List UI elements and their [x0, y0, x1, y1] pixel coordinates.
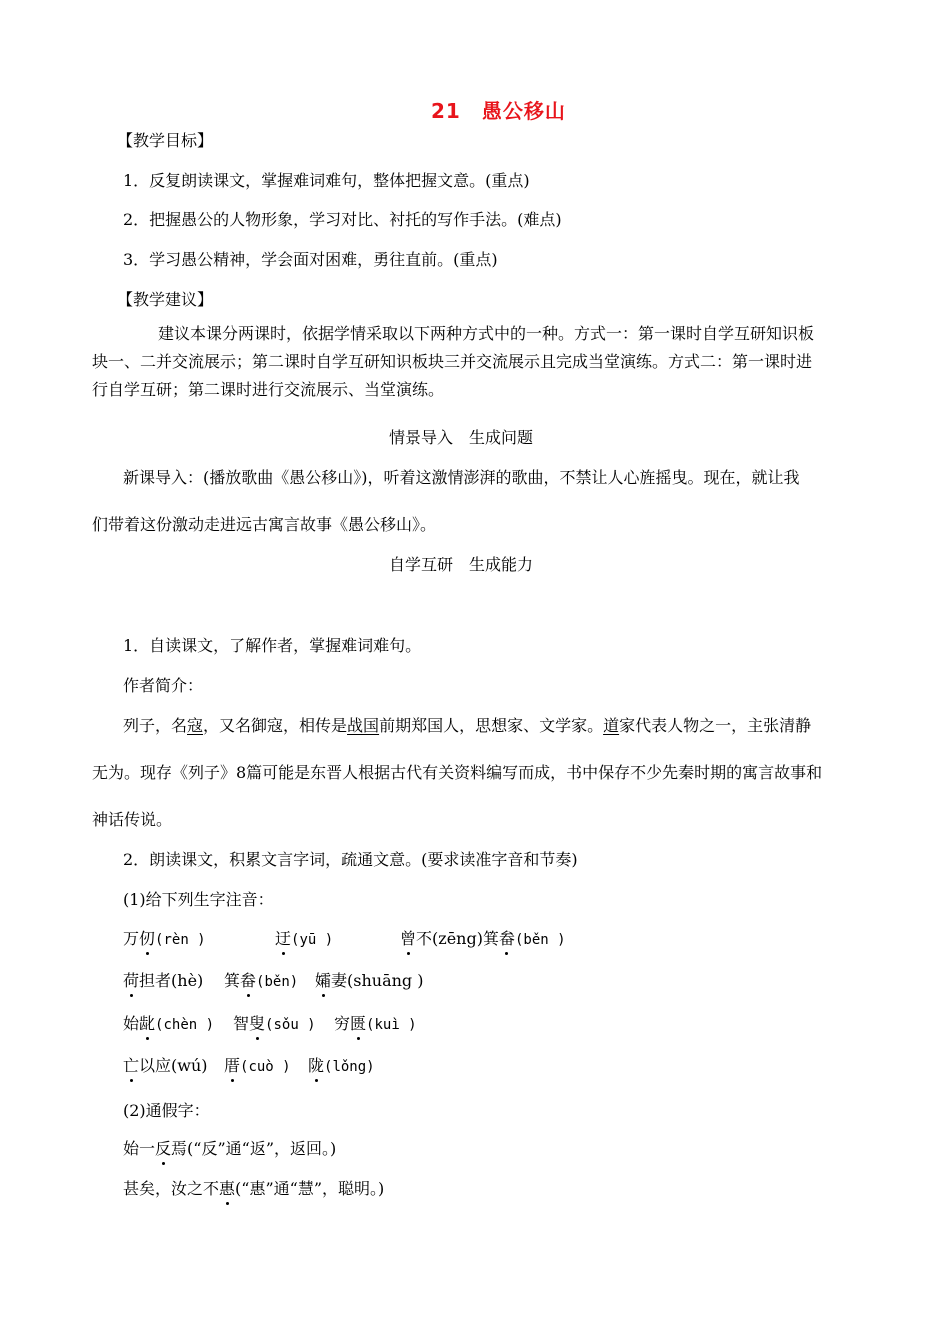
suggestions-heading: 【教学建议】	[117, 290, 214, 309]
text: 担者(hè)	[139, 971, 204, 990]
underlined-text: 战国	[347, 716, 380, 735]
text: 始一	[123, 1139, 156, 1158]
dotted-char: 反	[155, 1139, 172, 1158]
pinyin: (cuò )	[240, 1059, 291, 1075]
dotted-char: 匮	[350, 1014, 367, 1033]
objective-item: 1．反复朗读课文，掌握难词难句，整体把握文意。(重点)	[123, 171, 530, 190]
pinyin-item	[308, 1055, 375, 1078]
pinyin-item	[315, 970, 424, 992]
pinyin-item	[233, 1013, 316, 1036]
text: 前期郑国人，思想家、文学家。	[379, 716, 604, 735]
text: 始	[123, 1014, 140, 1033]
pinyin-item	[123, 1013, 214, 1036]
dotted-char: 亡	[123, 1056, 140, 1075]
tongjia-item	[123, 1178, 384, 1200]
text: 万	[123, 929, 140, 948]
pinyin: (běn )	[514, 932, 566, 948]
dotted-char: 曾	[400, 929, 417, 948]
dotted-char: 龀	[139, 1014, 156, 1033]
dotted-char: 迂	[275, 929, 292, 948]
section-heading: 自学互研 生成能力	[389, 555, 534, 574]
text: 妻(shuāng )	[331, 971, 424, 990]
text: 家代表人物之一，主张清静	[619, 716, 812, 735]
objective-item: 2．把握愚公的人物形象，学习对比、衬托的写作手法。(难点)	[123, 210, 562, 229]
text: 穷	[334, 1014, 351, 1033]
sub-heading: (2)通假字：	[123, 1101, 210, 1120]
pinyin: (chèn )	[155, 1017, 215, 1033]
pinyin-item	[123, 970, 203, 992]
intro-line: 新课导入：(播放歌曲《愚公移山》)，听着这激情澎湃的歌曲，不禁让人心旌摇曳。现在，就让我	[123, 468, 800, 487]
pinyin: (sǒu )	[265, 1017, 316, 1033]
task-1: 1．自读课文，了解作者，掌握难词难句。	[123, 636, 422, 655]
author-line-1	[123, 715, 811, 737]
pinyin-item	[334, 1013, 417, 1036]
intro-line: 们带着这份激动走进远古寓言故事《愚公移山》。	[92, 515, 437, 534]
pinyin-item	[123, 1055, 208, 1077]
dotted-char: 荷	[123, 971, 140, 990]
page-title: 21 愚公移山	[431, 99, 566, 123]
pinyin-item	[224, 970, 298, 993]
dotted-char: 陇	[308, 1056, 325, 1075]
text: 列子，名	[123, 716, 188, 735]
dotted-char: 畚	[240, 971, 257, 990]
dotted-char: 叟	[249, 1014, 266, 1033]
dotted-char: 惠	[219, 1179, 236, 1198]
suggestion-line: 块一、二并交流展示；第二课时自学互研知识板块三并交流展示且完成当堂演练。方式二：第一课时进	[92, 352, 813, 371]
tongjia-item	[123, 1138, 336, 1160]
pinyin: (běn)	[256, 974, 299, 990]
text: 甚矣，汝之不	[123, 1179, 220, 1198]
pinyin: (yū )	[291, 932, 334, 948]
section-heading: 情景导入 生成问题	[389, 428, 534, 447]
objective-item: 3．学习愚公精神，学会面对困难，勇往直前。(重点)	[123, 250, 498, 269]
pinyin: (lǒng)	[324, 1059, 375, 1075]
author-line-2: 无为。现存《列子》8篇可能是东晋人根据古代有关资料编写而成，书中保存不少先秦时期的寓言故事和	[92, 763, 823, 782]
author-label: 作者简介：	[123, 676, 204, 695]
text: 不(zēng)箕	[416, 929, 499, 948]
pinyin: (rèn )	[155, 932, 206, 948]
text: 智	[233, 1014, 250, 1033]
objectives-heading: 【教学目标】	[117, 131, 214, 150]
text: 以应(wú)	[139, 1056, 208, 1075]
text: ，又名御寇，相传是	[203, 716, 348, 735]
text: 箕	[224, 971, 241, 990]
author-line-3: 神话传说。	[92, 810, 173, 829]
dotted-char: 仞	[139, 929, 156, 948]
text: (“惠”通“慧”，聪明。)	[235, 1179, 385, 1198]
dotted-char: 厝	[224, 1056, 241, 1075]
dotted-char: 孀	[315, 971, 332, 990]
dotted-char: 畚	[498, 929, 515, 948]
text: 焉(“反”通“返”，返回。)	[171, 1139, 337, 1158]
suggestion-line: 行自学互研；第二课时进行交流展示、当堂演练。	[92, 380, 445, 399]
pinyin-item	[400, 928, 566, 951]
underlined-text: 寇	[187, 716, 204, 735]
pinyin-item	[123, 928, 206, 951]
sub-heading: (1)给下列生字注音：	[123, 890, 274, 909]
pinyin-item	[224, 1055, 291, 1078]
task-2: 2．朗读课文，积累文言字词，疏通文意。(要求读准字音和节奏)	[123, 850, 578, 869]
underlined-text: 道	[603, 716, 620, 735]
pinyin-item	[275, 928, 333, 951]
suggestion-line: 建议本课分两课时，依据学情采取以下两种方式中的一种。方式一：第一课时自学互研知识板	[158, 324, 815, 343]
pinyin: (kuì )	[366, 1017, 417, 1033]
